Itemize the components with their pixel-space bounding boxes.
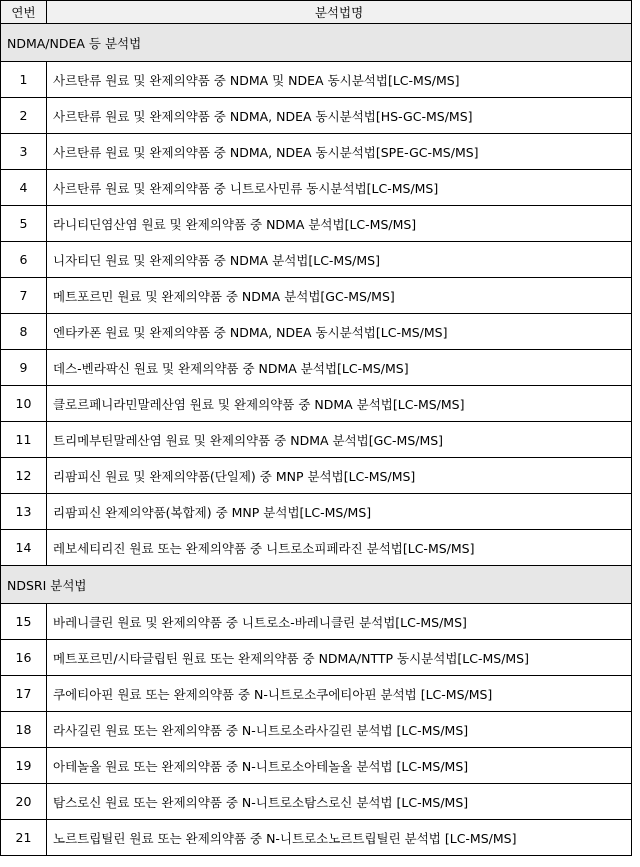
table-row — [1, 314, 632, 350]
table-row — [1, 98, 632, 134]
row-number: 12 — [1, 458, 47, 494]
table-row — [1, 206, 632, 242]
method-name: 클로르페니라민말레산염 원료 및 완제의약품 중 NDMA 분석법[LC-MS/MS] — [47, 386, 632, 422]
row-number: 10 — [1, 386, 47, 422]
method-name: 레보세티리진 원료 또는 완제의약품 중 니트로소피페라진 분석법[LC-MS/MS] — [47, 530, 632, 566]
row-number: 14 — [1, 530, 47, 566]
row-number: 4 — [1, 170, 47, 206]
table-row — [1, 62, 632, 98]
header-method-name: 분석법명 — [47, 1, 632, 24]
table-row — [1, 458, 632, 494]
table-row — [1, 530, 632, 566]
row-number: 3 — [1, 134, 47, 170]
row-number: 8 — [1, 314, 47, 350]
method-name: 바레니클린 원료 및 완제의약품 중 니트로소-바레니클린 분석법[LC-MS/MS] — [47, 604, 632, 640]
table-row — [1, 604, 632, 640]
method-name: 니자티딘 원료 및 완제의약품 중 NDMA 분석법[LC-MS/MS] — [47, 242, 632, 278]
method-name: 아테놀올 원료 또는 완제의약품 중 N-니트로소아테놀올 분석법 [LC-MS/MS] — [47, 748, 632, 784]
method-name: 엔타카폰 원료 및 완제의약품 중 NDMA, NDEA 동시분석법[LC-MS/MS] — [47, 314, 632, 350]
method-name: 탐스로신 원료 또는 완제의약품 중 N-니트로소탐스로신 분석법 [LC-MS/MS] — [47, 784, 632, 820]
method-name: 리팜피신 원료 및 완제의약품(단일제) 중 MNP 분석법[LC-MS/MS] — [47, 458, 632, 494]
row-number: 20 — [1, 784, 47, 820]
row-number: 9 — [1, 350, 47, 386]
row-number: 13 — [1, 494, 47, 530]
method-name: 리팜피신 완제의약품(복합제) 중 MNP 분석법[LC-MS/MS] — [47, 494, 632, 530]
table-row — [1, 422, 632, 458]
method-name: 쿠에티아핀 원료 또는 완제의약품 중 N-니트로소쿠에티아핀 분석법 [LC-MS/MS] — [47, 676, 632, 712]
table-row — [1, 350, 632, 386]
method-name: 라니티딘염산염 원료 및 완제의약품 중 NDMA 분석법[LC-MS/MS] — [47, 206, 632, 242]
table-row — [1, 784, 632, 820]
row-number: 18 — [1, 712, 47, 748]
row-number: 19 — [1, 748, 47, 784]
table-row — [1, 748, 632, 784]
method-name: 라사길린 원료 또는 완제의약품 중 N-니트로소라사길린 분석법 [LC-MS/MS] — [47, 712, 632, 748]
row-number: 17 — [1, 676, 47, 712]
table-row — [1, 640, 632, 676]
row-number: 5 — [1, 206, 47, 242]
section-title: NDMA/NDEA 등 분석법 — [1, 24, 632, 62]
header-number: 연번 — [1, 1, 47, 24]
row-number: 7 — [1, 278, 47, 314]
table-row — [1, 820, 632, 856]
row-number: 16 — [1, 640, 47, 676]
table-row — [1, 712, 632, 748]
row-number: 6 — [1, 242, 47, 278]
row-number: 2 — [1, 98, 47, 134]
row-number: 11 — [1, 422, 47, 458]
table-header-row — [1, 1, 632, 24]
method-name: 메트포르민/시타글립틴 원료 또는 완제의약품 중 NDMA/NTTP 동시분석법[LC-MS/MS] — [47, 640, 632, 676]
table-row — [1, 278, 632, 314]
method-name: 메트포르민 원료 및 완제의약품 중 NDMA 분석법[GC-MS/MS] — [47, 278, 632, 314]
section-row — [1, 566, 632, 604]
table-row — [1, 242, 632, 278]
section-row — [1, 24, 632, 62]
method-name: 사르탄류 원료 및 완제의약품 중 NDMA 및 NDEA 동시분석법[LC-MS/MS] — [47, 62, 632, 98]
section-title: NDSRI 분석법 — [1, 566, 632, 604]
method-name: 사르탄류 원료 및 완제의약품 중 NDMA, NDEA 동시분석법[SPE-GC-MS/MS] — [47, 134, 632, 170]
table-row — [1, 676, 632, 712]
method-name: 데스-벤라팍신 원료 및 완제의약품 중 NDMA 분석법[LC-MS/MS] — [47, 350, 632, 386]
method-name: 트리메부틴말레산염 원료 및 완제의약품 중 NDMA 분석법[GC-MS/MS] — [47, 422, 632, 458]
table-row — [1, 170, 632, 206]
row-number: 1 — [1, 62, 47, 98]
table-row — [1, 134, 632, 170]
method-name: 사르탄류 원료 및 완제의약품 중 NDMA, NDEA 동시분석법[HS-GC-MS/MS] — [47, 98, 632, 134]
row-number: 15 — [1, 604, 47, 640]
row-number: 21 — [1, 820, 47, 856]
method-name: 사르탄류 원료 및 완제의약품 중 니트로사민류 동시분석법[LC-MS/MS] — [47, 170, 632, 206]
method-name: 노르트립틸린 원료 또는 완제의약품 중 N-니트로소노르트립틸린 분석법 [LC-MS/MS] — [47, 820, 632, 856]
table-row — [1, 494, 632, 530]
table-row — [1, 386, 632, 422]
table-body — [1, 24, 632, 856]
